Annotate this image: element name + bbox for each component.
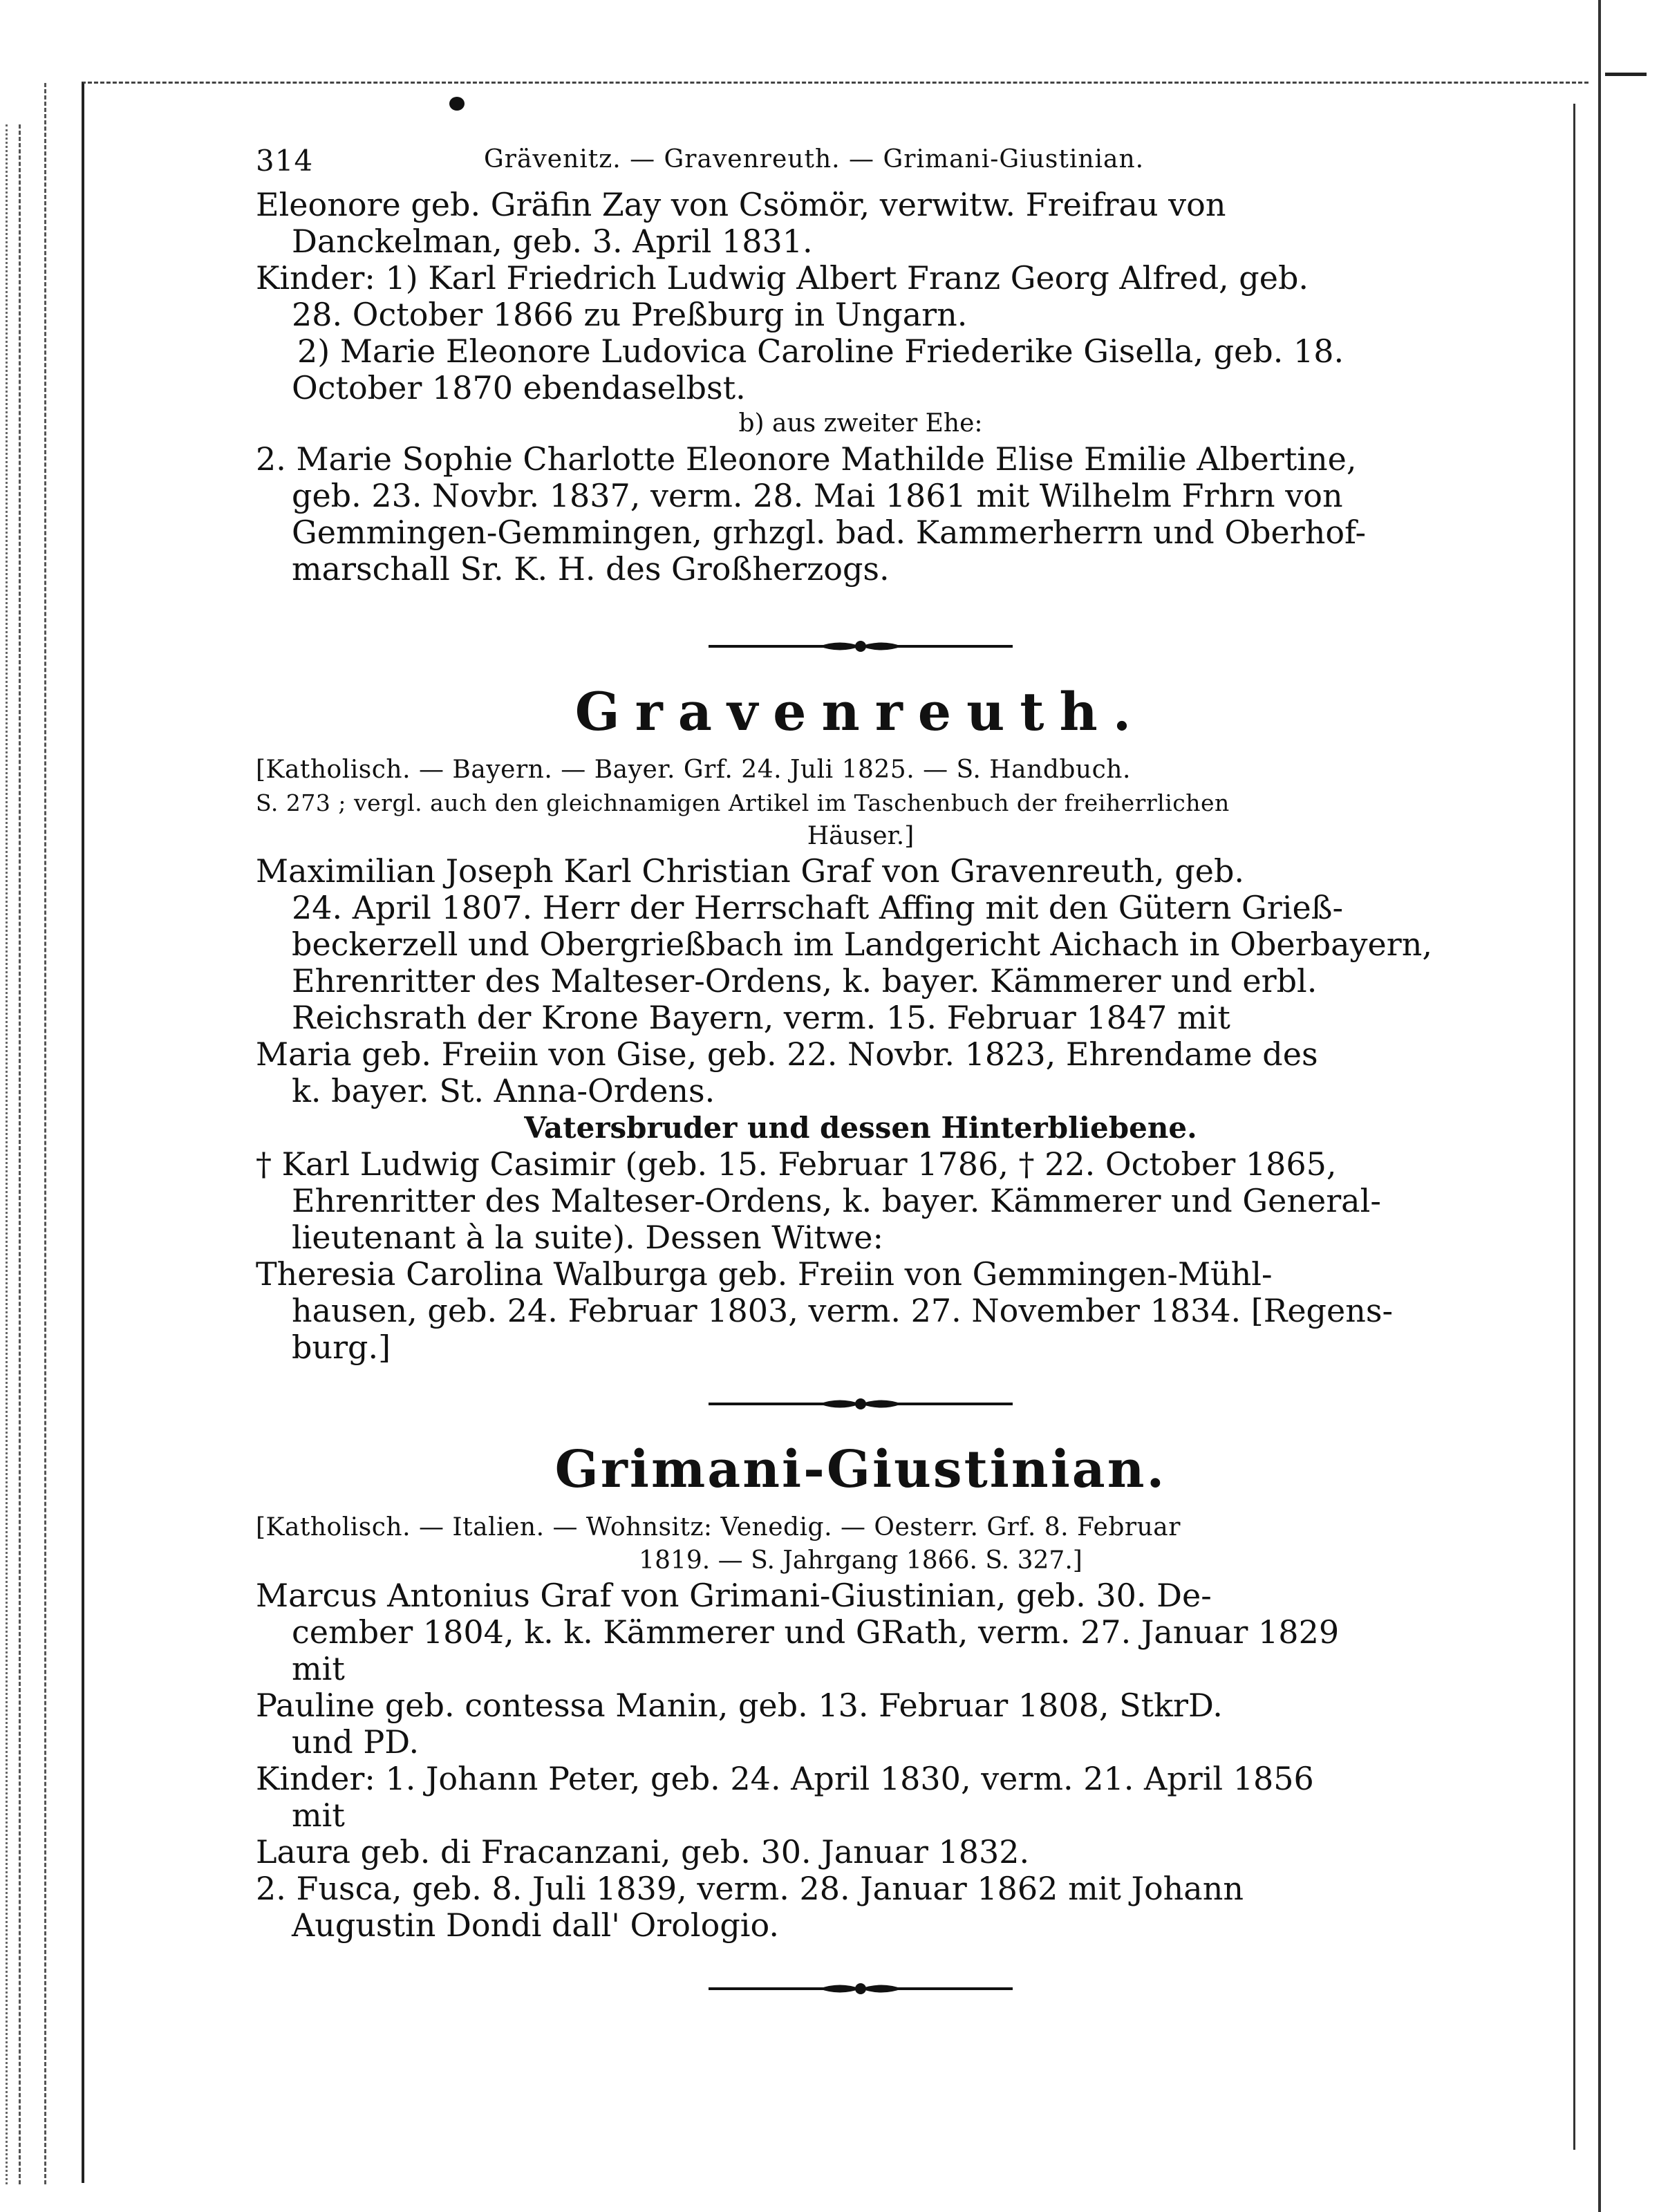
text-line: Marcus Antonius Graf von Grimani-Giustinian, geb. 30. De- <box>256 1577 1212 1614</box>
scan-edge-left <box>6 124 21 2184</box>
divider-ornament-icon <box>709 636 1013 657</box>
text-line: Danckelman, geb. 3. April 1831. <box>292 223 813 260</box>
running-head: Grävenitz. — Gravenreuth. — Grimani-Giustinian. <box>484 145 1145 174</box>
text-line: Ehrenritter des Malteser-Ordens, k. bayer. Kämmerer und General- <box>292 1183 1381 1219</box>
text-line: Augustin Dondi dall' Orologio. <box>292 1907 779 1944</box>
ink-blot <box>449 97 465 111</box>
text-line: lieutenant à la suite). Dessen Witwe: <box>292 1219 883 1256</box>
text-line: mit <box>292 1797 345 1834</box>
ornamental-divider <box>256 1965 1465 2013</box>
text-line: 24. April 1807. Herr der Herrschaft Affing mit den Gütern Grieß- <box>292 890 1343 926</box>
subheading: b) aus zweiter Ehe: <box>738 409 983 438</box>
bracket-note: 1819. — S. Jahrgang 1866. S. 327.] <box>639 1546 1082 1575</box>
text-line: 2) Marie Eleonore Ludovica Caroline Friederike Gisella, geb. 18. <box>297 333 1344 370</box>
page-header <box>256 138 1465 187</box>
text-line: Reichsrath der Krone Bayern, verm. 15. Februar 1847 mit <box>292 1000 1230 1036</box>
divider-ornament-icon <box>709 1978 1013 1999</box>
text-line: beckerzell und Obergrießbach im Landgericht Aichach in Oberbayern, <box>292 926 1432 963</box>
text-line: k. bayer. St. Anna-Ordens. <box>292 1073 715 1109</box>
text-line: Maximilian Joseph Karl Christian Graf von Gravenreuth, geb. <box>256 853 1245 890</box>
text-line: hausen, geb. 24. Februar 1803, verm. 27. November 1834. [Regens- <box>292 1293 1393 1329</box>
text-line: † Karl Ludwig Casimir (geb. 15. Februar 1786, † 22. October 1865, <box>256 1146 1337 1183</box>
ornamental-divider <box>256 622 1465 671</box>
gravenreuth-entry <box>256 753 1465 1366</box>
text-line: Ehrenritter des Malteser-Ordens, k. bayer. Kämmerer und erbl. <box>292 963 1318 1000</box>
section-title-gravenreuth: Gravenreuth. <box>574 681 1147 742</box>
scan-edge-left-inner <box>44 83 65 2184</box>
scan-edge-right-tab <box>1605 0 1647 76</box>
text-line: Kinder: 1) Karl Friedrich Ludwig Albert Franz Georg Alfred, geb. <box>256 260 1309 297</box>
text-line: Theresia Carolina Walburga geb. Freiin von Gemmingen-Mühl- <box>256 1256 1273 1293</box>
book-page <box>256 138 1465 2143</box>
section-title-grimani-giustinian: Grimani-Giustinian. <box>554 1440 1167 1499</box>
text-line: Eleonore geb. Gräfin Zay von Csömör, verwitw. Freifrau von <box>256 187 1226 223</box>
text-line: 28. October 1866 zu Preßburg in Ungarn. <box>292 297 968 333</box>
bracket-note: [Katholisch. — Italien. — Wohnsitz: Venedig. — Oesterr. Grf. 8. Februar <box>256 1513 1181 1541</box>
text-line: 2. Marie Sophie Charlotte Eleonore Mathilde Elise Emilie Albertine, <box>256 441 1357 478</box>
divider-ornament-icon <box>709 1394 1013 1414</box>
text-line: und PD. <box>292 1724 420 1761</box>
text-line: Maria geb. Freiin von Gise, geb. 22. Novbr. 1823, Ehrendame des <box>256 1036 1318 1073</box>
text-line: burg.] <box>292 1329 391 1366</box>
text-line: Gemmingen-Gemmingen, grhzgl. bad. Kammerherrn und Oberhof- <box>292 514 1366 551</box>
text-line: geb. 23. Novbr. 1837, verm. 28. Mai 1861 mit Wilhelm Frhrn von <box>292 478 1343 514</box>
page-number: 314 <box>256 144 314 178</box>
bracket-note: Häuser.] <box>807 822 915 850</box>
text-line: cember 1804, k. k. Kämmerer und GRath, verm. 27. Januar 1829 <box>292 1614 1340 1651</box>
text-line: Pauline geb. contessa Manin, geb. 13. Februar 1808, StkrD. <box>256 1687 1223 1724</box>
text-line: mit <box>292 1651 345 1687</box>
bracket-note: S. 273 ; vergl. auch den gleichnamigen Artikel im Taschenbuch der freiherrlichen <box>256 789 1230 816</box>
text-line: October 1870 ebendaselbst. <box>292 370 746 406</box>
subheading: Vatersbruder und dessen Hinterbliebene. <box>524 1111 1197 1145</box>
text-line: Kinder: 1. Johann Peter, geb. 24. April 1830, verm. 21. April 1856 <box>256 1761 1314 1797</box>
text-line: 2. Fusca, geb. 8. Juli 1839, verm. 28. Januar 1862 mit Johann <box>256 1871 1244 1907</box>
graevenitz-continuation <box>256 187 1465 588</box>
text-line: marschall Sr. K. H. des Großherzogs. <box>292 551 890 588</box>
grimani-entry <box>256 1511 1465 1944</box>
bracket-note: [Katholisch. — Bayern. — Bayer. Grf. 24. Juli 1825. — S. Handbuch. <box>256 756 1131 784</box>
ornamental-divider <box>256 1380 1465 1428</box>
text-line: Laura geb. di Fracanzani, geb. 30. Januar 1832. <box>256 1834 1030 1871</box>
scan-edge-right <box>1598 0 1647 2212</box>
